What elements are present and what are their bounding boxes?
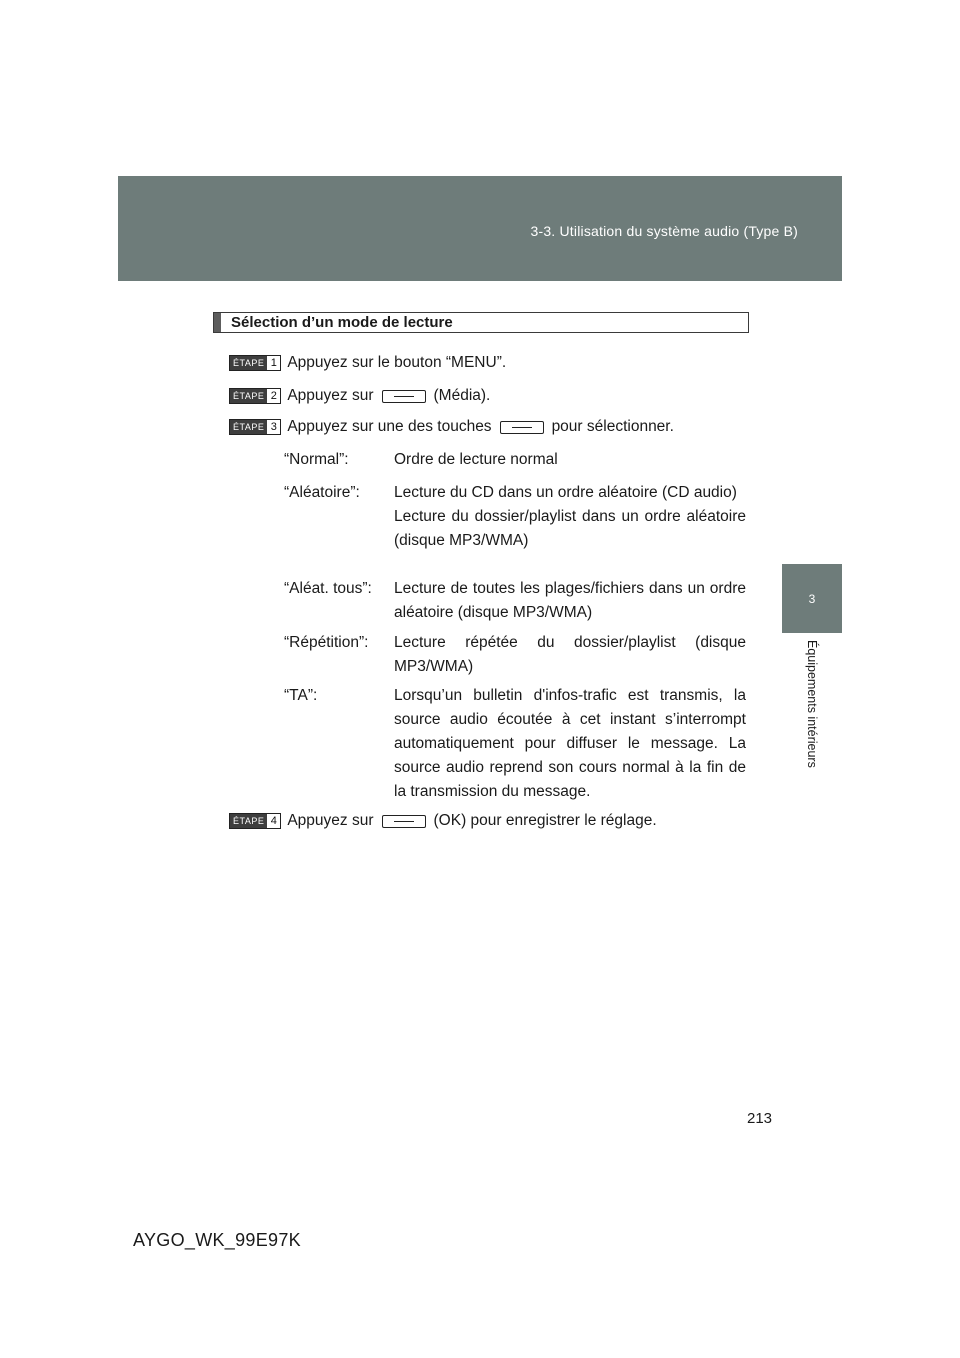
step-text: Appuyez sur — [287, 812, 374, 829]
option-term: “TA”: — [284, 687, 318, 704]
step-text: Appuyez sur le bouton “MENU”. — [287, 354, 507, 371]
step-badge — [229, 813, 281, 829]
section-heading — [213, 312, 749, 333]
step-badge-label: ÉTAPE — [230, 356, 267, 370]
step-badge-label: ÉTAPE — [230, 389, 267, 403]
step-badge-number: 1 — [267, 356, 280, 370]
option-term: “Répétition”: — [284, 634, 369, 651]
option-description — [394, 481, 746, 553]
header-band — [118, 176, 842, 281]
option-normal — [284, 448, 746, 472]
option-description — [394, 684, 746, 804]
step-badge-number: 2 — [267, 389, 280, 403]
option-description — [394, 448, 746, 472]
step-3 — [229, 418, 674, 436]
option-description-line: Lecture répétée du dossier/playlist (disque MP3/WMA) — [394, 634, 746, 675]
option-description-line: Lecture de toutes les plages/fichiers dans un ordre aléatoire (disque MP3/WMA) — [394, 580, 746, 621]
section-heading-bar — [214, 313, 221, 332]
step-text-after: (Média). — [433, 387, 491, 404]
option-description-line: Lecture du CD dans un ordre aléatoire (CD audio) — [394, 484, 737, 501]
step-badge-number: 3 — [267, 420, 280, 434]
step-text: Appuyez sur — [287, 387, 374, 404]
step-text: Appuyez sur une des touches — [287, 418, 492, 435]
page-number: 213 — [747, 1110, 773, 1127]
document-code: AYGO_WK_99E97K — [133, 1230, 301, 1250]
step-badge-label: ÉTAPE — [230, 420, 267, 434]
chapter-title: 3-3. Utilisation du système audio (Type B) — [530, 223, 798, 239]
option-ta — [284, 684, 746, 804]
option-term: “Aléat. tous”: — [284, 580, 372, 597]
option-aleatoire — [284, 481, 746, 553]
option-aleat-tous — [284, 577, 746, 625]
chapter-side-label — [782, 640, 842, 790]
chapter-tab-number: 3 — [808, 591, 816, 606]
option-description — [394, 577, 746, 625]
option-description-line: Lorsqu’un bulletin d'infos-trafic est transmis, la source audio écoutée à cet instant s’interrompt automatiquement pour diffuser le message. La source audio reprend son cours normal à la fin de la transmission du message. — [394, 687, 746, 800]
step-badge-label: ÉTAPE — [230, 814, 267, 828]
step-badge — [229, 419, 281, 435]
option-description-line: Ordre de lecture normal — [394, 451, 558, 468]
screen-button-icon — [500, 421, 544, 434]
step-2 — [229, 387, 490, 405]
step-text-after: (OK) pour enregistrer le réglage. — [433, 812, 657, 829]
step-badge-number: 4 — [267, 814, 280, 828]
step-1 — [229, 354, 506, 372]
option-term: “Normal”: — [284, 451, 349, 468]
screen-button-icon — [382, 815, 426, 828]
chapter-tab — [782, 564, 842, 633]
step-text-after: pour sélectionner. — [551, 418, 674, 435]
option-term: “Aléatoire”: — [284, 484, 360, 501]
screen-button-icon — [382, 390, 426, 403]
option-description-line: Lecture du dossier/playlist dans un ordre aléatoire (disque MP3/WMA) — [394, 508, 746, 549]
section-heading-text: Sélection d’un mode de lecture — [231, 314, 453, 331]
step-badge — [229, 355, 281, 371]
chapter-side-label-text: Équipements intérieurs — [805, 640, 819, 768]
step-badge — [229, 388, 281, 404]
step-4 — [229, 812, 657, 830]
option-description — [394, 631, 746, 679]
option-repetition — [284, 631, 746, 679]
